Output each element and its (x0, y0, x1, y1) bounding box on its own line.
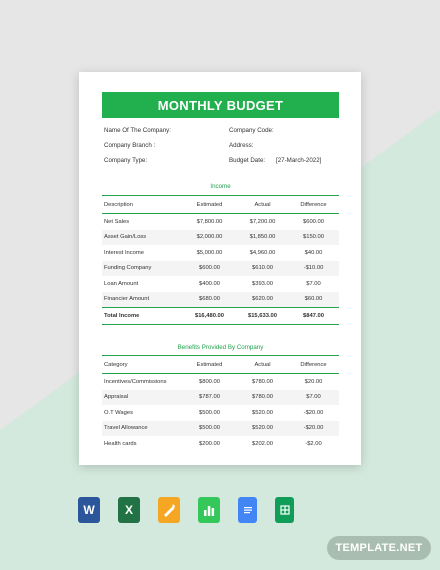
column-header: Actual (237, 356, 288, 374)
excel-icon-letter: X (124, 503, 133, 517)
row-label: O.T Wages (104, 409, 133, 416)
total-row (102, 308, 339, 325)
estimated-cell: $800.00 (199, 378, 220, 385)
actual-cell: $393.00 (252, 280, 273, 287)
row-label: Incentives/Commissions (104, 378, 167, 385)
column-header: Estimated (182, 356, 237, 374)
difference-cell: $150.00 (288, 230, 339, 246)
table-row (102, 245, 339, 261)
company-branch-label: Company Branch : (104, 142, 156, 149)
row-label: Net Sales (104, 218, 130, 225)
numbers-icon[interactable] (198, 497, 220, 523)
table-header-row (102, 196, 339, 214)
total-estimated: $16,480.00 (182, 308, 237, 325)
difference-cell: -$10.00 (288, 261, 339, 277)
difference-cell: $20.00 (304, 378, 323, 385)
brand-badge[interactable]: TEMPLATE.NET (327, 536, 431, 560)
document-title: MONTHLY BUDGET (102, 92, 339, 118)
estimated-cell: $500.00 (199, 409, 220, 416)
table-row (102, 292, 339, 308)
column-header: Description (102, 196, 182, 214)
difference-cell: $7.00 (306, 280, 321, 287)
table-row (102, 276, 339, 292)
actual-cell: $202.00 (252, 440, 273, 447)
estimated-cell: $5,000.00 (196, 249, 223, 256)
estimated-cell: $2,000.00 (182, 230, 237, 246)
table-row (102, 405, 339, 421)
income-table (102, 195, 339, 325)
difference-cell: $60.00 (288, 292, 339, 308)
grid-icon (279, 504, 291, 516)
income-section-title: Income (210, 183, 231, 190)
column-header: Actual (237, 196, 288, 214)
total-actual: $15,633.00 (237, 308, 288, 325)
company-type-label: Company Type: (104, 157, 148, 164)
bar-chart-icon (202, 503, 216, 517)
total-label: Total Income (102, 308, 182, 325)
table-row (102, 261, 339, 277)
estimated-cell: $680.00 (182, 292, 237, 308)
excel-icon[interactable] (118, 497, 140, 523)
actual-cell: $1,850.00 (237, 230, 288, 246)
actual-cell: $520.00 (252, 409, 273, 416)
row-label: Travel Allowance (102, 421, 182, 437)
row-label: Loan Amount (104, 280, 139, 287)
estimated-cell: $7,800.00 (196, 218, 223, 225)
budget-date-label: Budget Date: (229, 157, 266, 164)
pen-icon (162, 503, 176, 517)
company-info (104, 127, 340, 172)
google-docs-icon[interactable] (238, 497, 257, 523)
column-header: Difference (288, 356, 339, 374)
actual-cell: $610.00 (237, 261, 288, 277)
word-icon[interactable] (78, 497, 100, 523)
budget-document (79, 72, 361, 465)
estimated-cell: $787.00 (182, 390, 237, 406)
column-header: Estimated (182, 196, 237, 214)
actual-cell: $520.00 (237, 421, 288, 437)
difference-cell: $40.00 (304, 249, 323, 256)
row-label: Appraisal (102, 390, 182, 406)
doc-lines-icon (242, 504, 254, 516)
table-row (102, 436, 339, 452)
actual-cell: $780.00 (252, 378, 273, 385)
estimated-cell: $200.00 (199, 440, 220, 447)
difference-cell: -$2.00 (305, 440, 322, 447)
table-row (102, 390, 339, 406)
benefits-table (102, 355, 339, 452)
address-label: Address: (229, 142, 254, 149)
difference-cell: $600.00 (303, 218, 324, 225)
pages-icon[interactable] (158, 497, 180, 523)
table-row (102, 374, 339, 390)
file-format-icons (78, 497, 298, 527)
row-label: Financier Amount (102, 292, 182, 308)
difference-cell: $7.00 (288, 390, 339, 406)
table-header-row (102, 356, 339, 374)
actual-cell: $620.00 (237, 292, 288, 308)
budget-date-value: [27-March-2022] (276, 157, 322, 164)
actual-cell: $4,960.00 (249, 249, 276, 256)
company-code-label: Company Code: (229, 127, 274, 134)
estimated-cell: $500.00 (182, 421, 237, 437)
estimated-cell: $400.00 (199, 280, 220, 287)
estimated-cell: $600.00 (182, 261, 237, 277)
table-row (102, 230, 339, 246)
benefits-section-title: Benefits Provided By Company (177, 344, 264, 351)
row-label: Health cards (104, 440, 137, 447)
column-header: Category (102, 356, 182, 374)
row-label: Asset Gain/Loss (102, 230, 182, 246)
company-name-label: Name Of The Company: (104, 127, 171, 134)
word-icon-letter: W (83, 503, 95, 517)
total-difference: $847.00 (288, 308, 339, 325)
table-row (102, 421, 339, 437)
actual-cell: $7,200.00 (249, 218, 276, 225)
column-header: Difference (288, 196, 339, 214)
actual-cell: $780.00 (237, 390, 288, 406)
difference-cell: -$20.00 (303, 409, 324, 416)
row-label: Interest Income (104, 249, 144, 256)
difference-cell: -$20.00 (288, 421, 339, 437)
row-label: Funding Company (102, 261, 182, 277)
table-row (102, 214, 339, 230)
google-sheets-icon[interactable] (275, 497, 294, 523)
